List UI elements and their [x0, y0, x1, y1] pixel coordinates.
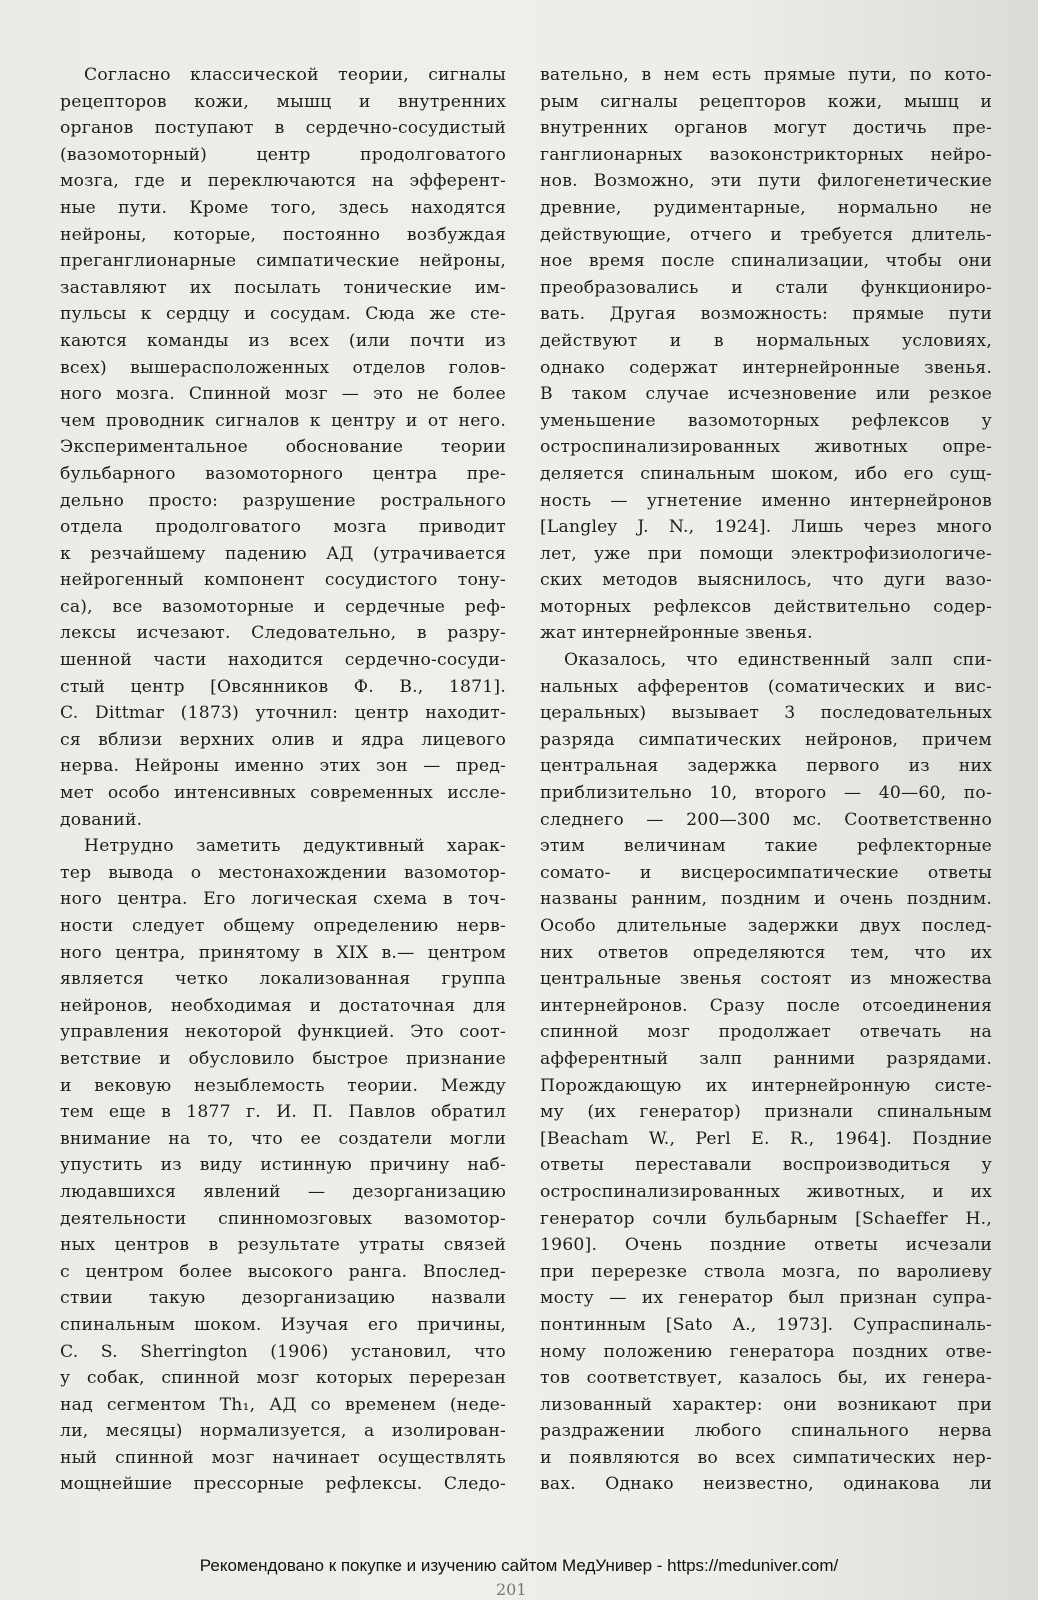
text-line: тер вывода о местонахождении вазомотор- [60, 862, 506, 883]
text-line: ности следует общему определению нерв- [60, 916, 506, 936]
text-line: нерва. Нейроны именно этих зон — пред- [60, 756, 506, 777]
text-line: нейрогенный компонент сосудистого тону- [60, 570, 506, 591]
text-line: Экспериментальное обоснование теории [60, 437, 506, 458]
text-line: древние, рудиментарные, нормально не [540, 197, 992, 218]
text-line: центральная задержка первого из них [540, 756, 992, 777]
text-line: у собак, спинной мозг которых перерезан [60, 1368, 506, 1389]
text-line: ских методов выяснилось, что дуги вазо- [540, 570, 992, 591]
text-line: церальных) вызывает 3 последовательных [540, 703, 992, 724]
text-line: нов. Возможно, эти пути филогенетические [540, 171, 992, 192]
text-line: действующие, отчего и требуется длитель- [540, 224, 992, 245]
text-line: стый центр [Овсянников Ф. В., 1871]. [60, 676, 506, 697]
text-line: [Langley J. N., 1924]. Лишь через много [540, 517, 992, 538]
text-line: В таком случае исчезновение или резкое [540, 384, 992, 405]
text-line: ное время после спинализации, чтобы они [540, 251, 992, 272]
text-line: следнего — 200—300 мс. Соответственно [540, 809, 992, 830]
text-line: пульсы к сердцу и сосудам. Сюда же сте- [60, 304, 506, 325]
text-line: управления некоторой функцией. Это соот- [60, 1022, 506, 1043]
text-line: са), все вазомоторные и сердечные реф- [60, 596, 506, 617]
text-line: всех) вышерасположенных отделов голов- [60, 357, 506, 378]
text-line: тов соответствует, казалось бы, их генера- [540, 1368, 992, 1389]
text-line: Оказалось, что единственный залп спи- [564, 650, 992, 671]
text-line: ли, месяцы) нормализуется, а изолирован- [60, 1421, 506, 1442]
text-line: шенной части находится сердечно-сосуди- [60, 650, 506, 671]
text-line: ствии такую дезорганизацию назвали [60, 1288, 506, 1309]
text-line: мосту — их генератор был признан супра- [540, 1288, 992, 1309]
text-line: раздражении любого спинального нерва [540, 1421, 992, 1442]
text-line: органов поступают в сердечно-сосудистый [60, 118, 506, 139]
text-line: деляется спинальным шоком, ибо его сущ- [540, 463, 992, 484]
text-line: понтинным [Sato A., 1973]. Супраспиналь- [540, 1314, 992, 1335]
text-line: 1960]. Очень поздние ответы исчезали [540, 1235, 992, 1256]
text-line: спинной мозг продолжает отвечать на [540, 1022, 992, 1043]
text-line: вах. Однако неизвестно, одинакова ли [540, 1474, 992, 1495]
text-line: интернейронов. Сразу после отсоединения [540, 995, 992, 1016]
text-line: бульбарного вазомоторного центра пре- [60, 463, 506, 484]
text-line: ся вблизи верхних олив и ядра лицевого [60, 729, 506, 750]
text-line: Особо длительные задержки двух послед- [540, 916, 992, 936]
text-line: рым сигналы рецепторов кожи, мышц и [540, 91, 992, 112]
text-line: мет особо интенсивных современных иссле- [60, 783, 506, 804]
text-line: является четко локализованная группа [60, 969, 506, 990]
text-line: нейроны, которые, постоянно возбуждая [60, 224, 506, 245]
text-line: му (их генератор) признали спинальным [540, 1102, 992, 1123]
text-line: ных центров в результате утраты связей [60, 1235, 506, 1256]
text-line: ного центра, принятому в XIX в.— центром [60, 942, 506, 963]
text-line: деятельности спинномозговых вазомотор- [60, 1208, 506, 1229]
page-number: 201 [496, 1580, 527, 1599]
text-line: каются команды из всех (или почти из [60, 330, 506, 351]
text-line: и вековую незыблемость теории. Между [60, 1075, 506, 1096]
left-text-column [60, 62, 506, 1498]
text-line: преобразовались и стали функциониро- [540, 277, 992, 298]
text-line: Согласно классической теории, сигналы [84, 65, 506, 85]
text-line: жат интернейронные звенья. [540, 623, 813, 644]
footer-recommendation: Рекомендовано к покупке и изучению сайтом МедУнивер - https://meduniver.com/ [199, 1556, 839, 1575]
text-line: внутренних органов могут достичь пре- [540, 118, 992, 139]
text-line: нальных афферентов (соматических и вис- [540, 676, 992, 697]
text-line: мощнейшие прессорные рефлексы. Следо- [60, 1474, 506, 1495]
text-line: рецепторов кожи, мышц и внутренних [60, 91, 506, 112]
text-line: лет, уже при помощи электрофизиологиче- [540, 543, 992, 564]
text-line: приблизительно 10, второго — 40—60, по- [540, 783, 992, 804]
text-line: дований. [60, 809, 143, 830]
text-line: центральные звенья состоят из множества [540, 969, 992, 990]
text-line: вать. Другая возможность: прямые пути [540, 304, 992, 325]
text-line: Нетрудно заметить дедуктивный харак- [84, 836, 506, 857]
text-line: отдела продолговатого мозга приводит [60, 517, 506, 538]
text-line: афферентный залп ранними разрядами. [540, 1048, 992, 1069]
text-line: внимание на то, что ее создатели могли [60, 1128, 506, 1149]
text-line: (вазомоторный) центр продолговатого [60, 144, 506, 165]
text-line: уменьшение вазомоторных рефлексов у [540, 410, 992, 431]
text-line: ность — угнетение именно интернейронов [540, 490, 992, 511]
text-line: C. Dittmar (1873) уточнил: центр находит- [60, 703, 506, 724]
text-line: и появляются во всех симпатических нер- [540, 1447, 992, 1468]
text-line: сомато- и висцеросимпатические ответы [540, 862, 992, 883]
text-line: [Beacham W., Perl E. R., 1964]. Поздние [540, 1128, 992, 1149]
text-line: упустить из виду истинную причину наб- [60, 1155, 506, 1176]
text-line: лексы исчезают. Следовательно, в разру- [60, 623, 506, 644]
text-line: ответы переставали воспроизводиться у [540, 1155, 992, 1176]
text-line: заставляют их посылать тонические им- [60, 277, 506, 298]
text-line: дельно просто: разрушение рострального [60, 490, 506, 511]
text-line: вательно, в нем есть прямые пути, по кото- [540, 65, 992, 85]
text-line: преганглионарные симпатические нейроны, [60, 251, 506, 272]
text-line: чем проводник сигналов к центру и от него. [60, 410, 506, 431]
text-line: этим величинам такие рефлекторные [540, 836, 992, 857]
text-line: моторных рефлексов действительно содер- [540, 596, 992, 617]
text-line: над сегментом Th₁, АД со временем (неде- [60, 1394, 506, 1415]
text-line: спинальным шоком. Изучая его причины, [60, 1314, 506, 1335]
text-line: генератор сочли бульбарным [Schaeffer H., [540, 1208, 992, 1229]
text-line: ветствие и обусловило быстрое признание [60, 1048, 506, 1069]
text-line: нейронов, необходимая и достаточная для [60, 995, 506, 1016]
text-line: ного мозга. Спинной мозг — это не более [60, 384, 506, 405]
text-line: действуют и в нормальных условиях, [540, 330, 992, 351]
text-line: мозга, где и переключаются на эфферент- [60, 171, 506, 192]
text-line: с центром более высокого ранга. Впослед- [60, 1261, 506, 1282]
text-line: людавшихся явлений — дезорганизацию [60, 1181, 506, 1202]
text-line: Порождающую их интернейронную систе- [540, 1075, 992, 1096]
text-line: при перерезке ствола мозга, по варолиеву [540, 1261, 992, 1282]
text-line: разряда симпатических нейронов, причем [540, 729, 992, 750]
text-line: ному положению генератора поздних отве- [540, 1341, 992, 1362]
text-line: лизованный характер: они возникают при [540, 1394, 992, 1415]
right-text-column [540, 62, 992, 1498]
text-line: к резчайшему падению АД (утрачивается [60, 543, 506, 564]
text-line: названы ранним, поздним и очень поздним. [540, 889, 992, 910]
text-line: C. S. Sherrington (1906) установил, что [60, 1341, 506, 1362]
text-line: ные пути. Кроме того, здесь находятся [60, 197, 506, 218]
text-line: тем еще в 1877 г. И. П. Павлов обратил [60, 1102, 506, 1123]
text-line: ганглионарных вазоконстрикторных нейро- [540, 144, 992, 165]
text-line: ного центра. Его логическая схема в точ- [60, 889, 506, 910]
text-line: однако содержат интернейронные звенья. [540, 357, 992, 378]
text-line: остроспинализированных животных опре- [540, 437, 992, 458]
text-line: ный спинной мозг начинает осуществлять [60, 1447, 506, 1468]
text-line: них ответов определяются тем, что их [540, 942, 992, 963]
text-line: остроспинализированных животных, и их [540, 1181, 992, 1202]
